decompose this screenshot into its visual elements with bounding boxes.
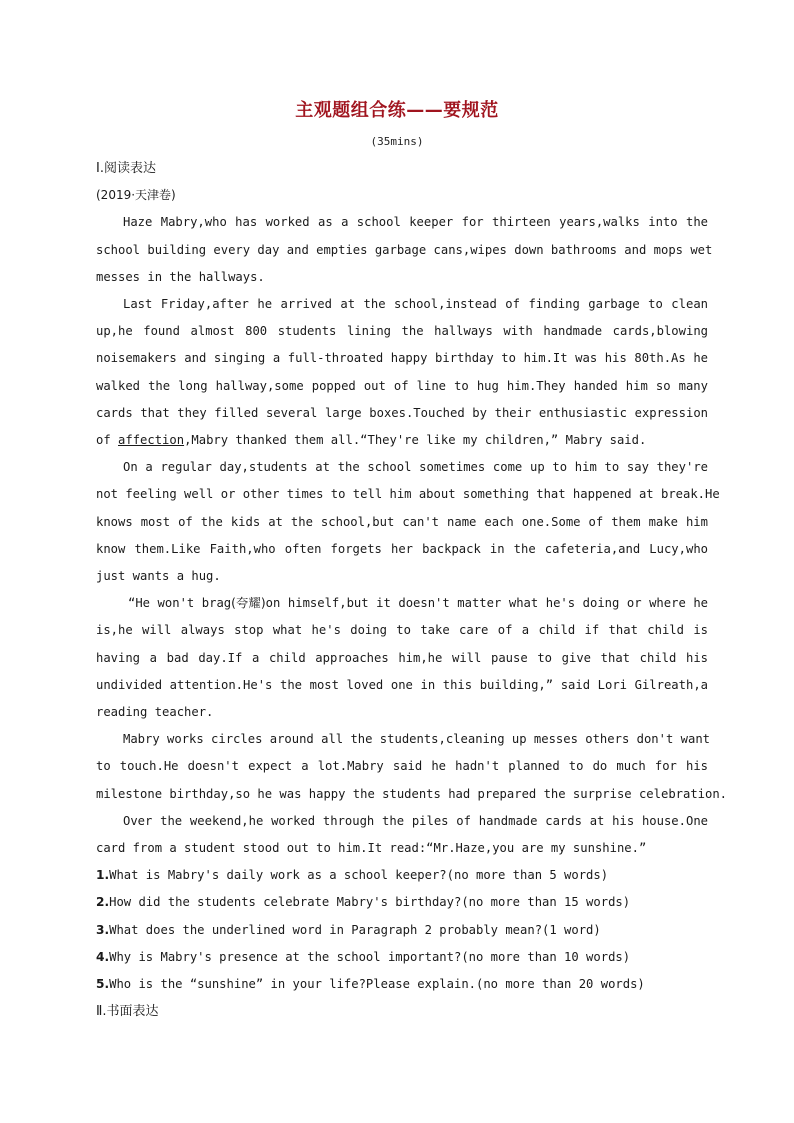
paragraph-line: knows most of the kids at the school,but can't name each one.Some of them make him bbox=[96, 514, 708, 529]
page-title: 主观题组合练——要规范 bbox=[295, 100, 499, 121]
paragraph-line: noisemakers and singing a full-throated happy birthday to him.It was his 80th.As he bbox=[96, 351, 708, 366]
question-text: Why is Mabry's presence at the school important?(no more than 10 words) bbox=[109, 949, 631, 964]
paragraph-5 bbox=[96, 726, 728, 808]
paragraph-line: reading teacher. bbox=[96, 705, 214, 720]
paragraph-line: milestone birthday,so he was happy the students had prepared the surprise celebration. bbox=[96, 786, 728, 801]
section-heading-reading: Ⅰ.阅读表达 bbox=[96, 161, 156, 176]
question-number: 1. bbox=[96, 868, 110, 883]
paragraph-line: to touch.He doesn't expect a lot.Mabry said he hadn't planned to do much for his bbox=[96, 759, 708, 774]
question-list bbox=[96, 862, 708, 998]
paragraph-1 bbox=[96, 209, 713, 291]
paragraph-line: Mabry works circles around all the students,cleaning up messes others don't want bbox=[123, 732, 710, 747]
paragraph-line: school building every day and empties garbage cans,wipes down bathrooms and mops wet bbox=[96, 242, 713, 257]
source-label: (2019·天津卷) bbox=[96, 188, 176, 203]
paragraph-line: Over the weekend,he worked through the piles of handmade cards at his house.One bbox=[123, 813, 708, 828]
paragraph-line: having a bad day.If a child approaches him,he will pause to give that child his bbox=[96, 650, 708, 665]
question-text: How did the students celebrate Mabry's birthday?(no more than 15 words) bbox=[109, 895, 631, 910]
paragraph-line: is,he will always stop what he's doing to take care of a child if that child is bbox=[96, 623, 708, 638]
paragraph-line: Haze Mabry,who has worked as a school keeper for thirteen years,walks into the bbox=[123, 215, 708, 230]
question-item bbox=[96, 971, 708, 998]
question-number: 3. bbox=[96, 922, 110, 937]
line-suffix: on himself,but it doesn't matter what he's doing or where he bbox=[265, 596, 709, 611]
paragraph-line: cards that they filled several large boxes.Touched by their enthusiastic expression bbox=[96, 405, 708, 420]
question-text: What does the underlined word in Paragraph 2 probably mean?(1 word) bbox=[109, 922, 601, 937]
paragraph-4 bbox=[96, 590, 708, 726]
section-heading-writing: Ⅱ.书面表达 bbox=[96, 1004, 159, 1020]
paragraph-2 bbox=[96, 291, 708, 454]
line-prefix: “He won't brag bbox=[128, 596, 232, 611]
paragraph-line: messes in the hallways. bbox=[96, 269, 265, 284]
time-limit: (35mins) bbox=[370, 135, 424, 148]
paragraph-line: just wants a hug. bbox=[96, 569, 221, 584]
paragraph-3 bbox=[96, 454, 720, 590]
paragraph-line bbox=[96, 590, 708, 617]
paragraph-line bbox=[96, 427, 708, 454]
paragraph-line: card from a student stood out to him.It read:“Mr.Haze,you are my sunshine.” bbox=[96, 841, 647, 856]
paragraph-line: On a regular day,students at the school sometimes come up to him to say they're bbox=[123, 460, 708, 475]
paragraph-line: walked the long hallway,some popped out of line to hug him.They handed him so many bbox=[96, 378, 708, 393]
question-item bbox=[96, 889, 708, 916]
line-prefix: of bbox=[96, 433, 119, 448]
underlined-word: affection bbox=[118, 433, 185, 448]
paragraph-line: know them.Like Faith,who often forgets her backpack in the cafeteria,and Lucy,who bbox=[96, 541, 708, 556]
question-text: What is Mabry's daily work as a school keeper?(no more than 5 words) bbox=[109, 868, 609, 883]
paragraph-line: Last Friday,after he arrived at the school,instead of finding garbage to clean bbox=[123, 297, 708, 312]
question-number: 4. bbox=[96, 949, 110, 964]
paragraph-line: undivided attention.He's the most loved one in this building,” said Lori Gilreath,a bbox=[96, 677, 708, 692]
paragraph-line: up,he found almost 800 students lining the hallways with handmade cards,blowing bbox=[96, 324, 708, 339]
question-number: 2. bbox=[96, 895, 110, 910]
document-body bbox=[96, 155, 728, 1026]
question-item bbox=[96, 917, 708, 944]
question-item bbox=[96, 862, 708, 889]
question-number: 5. bbox=[96, 977, 110, 992]
question-text: Who is the “sunshine” in your life?Please explain.(no more than 20 words) bbox=[109, 977, 645, 992]
paragraph-line: not feeling well or other times to tell him about something that happened at break.He bbox=[96, 487, 720, 502]
question-item bbox=[96, 944, 708, 971]
paragraph-6 bbox=[96, 808, 708, 862]
line-suffix: ,Mabry thanked them all.“They're like my children,” Mabry said. bbox=[184, 433, 647, 448]
chinese-gloss: (夸耀) bbox=[231, 596, 266, 611]
